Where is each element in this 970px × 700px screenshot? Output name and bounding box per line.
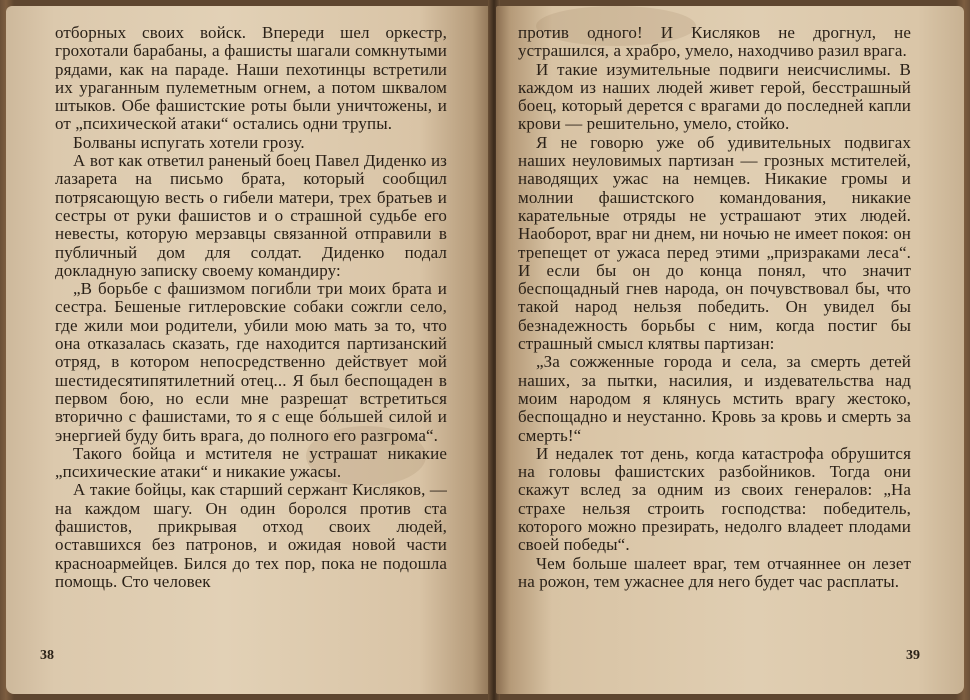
left-page <box>6 6 492 694</box>
paragraph: отборных своих войск. Впереди шел оркестр, грохотали барабаны, а фашисты шагали сомкнутыми рядами, как на параде. Наши пехотинцы встретили их ураганным пулеметным огнем, а потом шквалом штыков. Обе фашистские роты были уничтожены, и от „психической атаки“ остались одни трупы. <box>55 23 447 134</box>
left-page-text <box>55 24 447 591</box>
paragraph: Я не говорю уже об удивительных подвигах наших неуловимых партизан — грозных мстителей, наводящих ужас на немцев. Никакие громы и молнии фашистского командования, никакие карательные отряды не устрашают этих людей. Наоборот, враг ни днем, ни ночью не имеет покоя: он трепещет от ужаса перед этими „призраками леса“. И если бы он до конца понял, что значит беспощадный гнев народа, он почувствовал бы, что такой народ нельзя победить. Он увидел бы безнадежность борьбы с ним, когда постиг бы страшный смысл клятвы партизан: <box>518 132 911 354</box>
paragraph: „За сожженные города и села, за смерть детей наших, за пытки, насилия, и издевательства над моим народом я клянусь мстить врагу жестоко, беспощадно и неустанно. Кровь за кровь и смерть за смерть!“ <box>518 352 911 445</box>
paragraph: „В борьбе с фашизмом погибли три моих брата и сестра. Бешеные гитлеровские собаки сожгли село, где жили мои родители, убили мою мать за то, что она отказалась сказать, где находится партизанский отряд, в котором непосредственно действует мой шестидесятипятилетний отец... Я был беспощаден в первом бою, но если мне разрешат встретиться вторично с фашистами, то я с еще бо́льшей силой и энергией буду бить врага, до полного его разгрома“. <box>55 279 447 445</box>
paragraph: против одного! И Кисляков не дрогнул, не устрашился, а храбро, умело, находчиво разил врага. <box>518 23 911 61</box>
right-page-text <box>518 24 911 591</box>
paragraph: Такого бойца и мстителя не устрашат никакие „психические атаки“ и никакие ужасы. <box>55 443 447 482</box>
right-page <box>496 6 964 694</box>
page-number: 39 <box>906 648 920 663</box>
paragraph: Чем больше шалеет враг, тем отчаяннее он лезет на рожон, тем ужаснее для него будет час расплаты. <box>518 553 911 591</box>
paragraph: И такие изумительные подвиги неисчислимы. В каждом из наших людей живет герой, бесстрашный боец, который дерется с врагами до последней капли крови — решительно, умело, стойко. <box>518 59 911 134</box>
paragraph: А вот как ответил раненый боец Павел Диденко из лазарета на письмо брата, который сообщил потрясающую весть о гибели матери, трех братьев и сестры от руки фашистов и о страшной судьбе его невесты, которую мерзавцы связанной отправили в публичный дом для солдат. Диденко подал докладную записку своему командиру: <box>55 151 447 280</box>
page-number: 38 <box>40 648 54 663</box>
paragraph: Болваны испугать хотели грозу. <box>73 132 305 152</box>
paragraph: И недалек тот день, когда катастрофа обрушится на головы фашистских разбойников. Тогда они скажут вслед за одним из своих генералов: „На страхе нельзя строить господства: победитель, которого можно презирать, недолго владеет плодами своей победы“. <box>518 443 911 555</box>
paragraph: А такие бойцы, как старший сержант Кисляков, — на каждом шагу. Он один боролся против ста фашистов, прикрывая отход своих людей, оставшихся без патронов, и ожидая новой части красноармейцев. Бился до тех пор, пока не подошла помощь. Сто человек <box>55 480 447 591</box>
